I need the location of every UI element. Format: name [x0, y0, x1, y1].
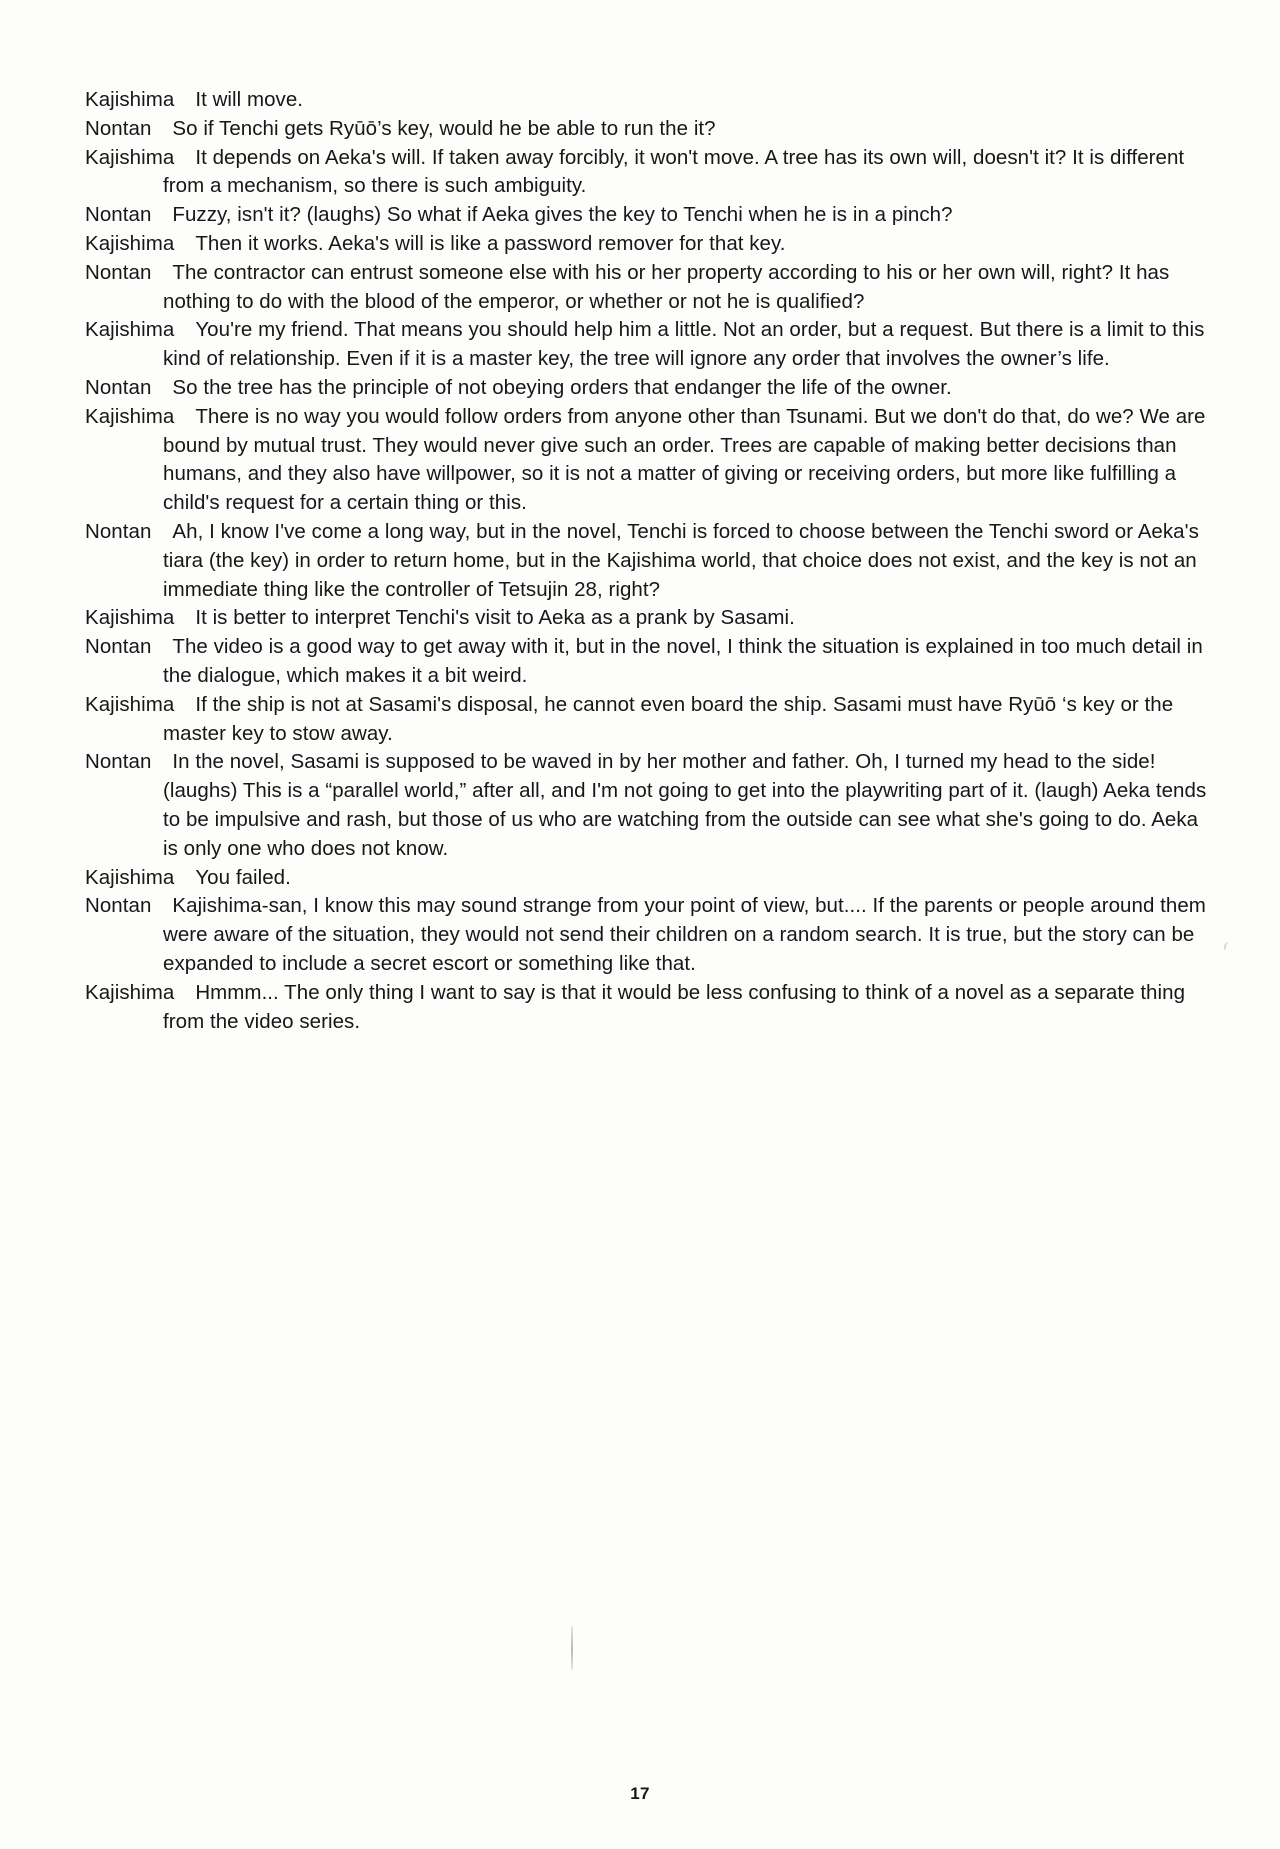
dialogue-entry: [85, 403, 1211, 518]
speaker-name: Kajishima: [85, 231, 175, 255]
dialogue-entry: [85, 892, 1211, 978]
dialogue-entry: [85, 374, 1211, 403]
dialogue-entry: [85, 201, 1211, 230]
dialogue-entry: [85, 230, 1211, 259]
speaker-name: Kajishima: [85, 404, 175, 428]
scan-artifact-speck: [1223, 941, 1232, 952]
speaker-name: Kajishima: [85, 692, 175, 716]
page-footer: [0, 1784, 1280, 1804]
utterance-text: It depends on Aeka's will. If taken away forcibly, it won't move. A tree has its own will, doesn't it? It is different from a mechanism, so there is such ambiguity.: [163, 145, 1185, 198]
utterance-text: The contractor can entrust someone else with his or her property according to his or her own will, right? It has nothing to do with the blood of the emperor, or whether or not he is qualified?: [163, 260, 1170, 313]
speaker-name: Nontan: [85, 116, 152, 140]
speaker-name: Nontan: [85, 750, 152, 774]
speaker-name: Kajishima: [85, 318, 175, 342]
utterance-text: Then it works. Aeka's will is like a password remover for that key.: [195, 231, 786, 255]
speaker-name: Kajishima: [85, 88, 175, 111]
dialogue-entry: [85, 979, 1211, 1037]
speaker-name: Kajishima: [85, 865, 175, 889]
utterance-text: You're my friend. That means you should help him a little. Not an order, but a request. But there is a limit to this kind of relationship. Even if it is a master key, the tree will ignore any order that involves the owner’s life.: [163, 318, 1205, 371]
scan-artifact-line: [571, 1626, 573, 1670]
utterance-text: It will move.: [195, 88, 304, 111]
speaker-name: Nontan: [85, 894, 152, 918]
dialogue-entry: [85, 604, 1211, 633]
dialogue-entry: [85, 864, 1211, 893]
utterance-text: The video is a good way to get away with it, but in the novel, I think the situation is explained in too much detail in the dialogue, which makes it a bit weird.: [163, 635, 1203, 687]
speaker-name: Kajishima: [85, 145, 175, 169]
dialogue-entry: [85, 115, 1211, 144]
utterance-text: Ah, I know I've come a long way, but in the novel, Tenchi is forced to choose between the Tenchi sword or Aeka's tiara (the key) in order to return home, but in the Kajishima world, that choice does not exist, and the key is not an immediate thing like the controller of Tetsujin 28, right?: [163, 519, 1199, 601]
utterance-text: Kajishima-san, I know this may sound strange from your point of view, but.... If the parents or people around them were aware of the situation, they would not send their children on a random search. It is true, but the story can be expanded to include a secret escort or something like that.: [163, 894, 1206, 975]
dialogue-entry: [85, 633, 1211, 691]
utterance-text: So if Tenchi gets Ryūō’s key, would he be able to run the it?: [172, 116, 716, 140]
speaker-name: Nontan: [85, 203, 152, 227]
utterance-text: There is no way you would follow orders from anyone other than Tsunami. But we don't do that, do we? We are bound by mutual trust. They would never give such an order. Trees are capable of making better decisions than humans, and they also have willpower, so it is not a matter of giving or receiving orders, but more like fulfilling a child's request for a certain thing or this.: [163, 404, 1206, 515]
speaker-name: Kajishima: [85, 980, 175, 1004]
utterance-text: So the tree has the principle of not obeying orders that endanger the life of the owner.: [172, 375, 952, 399]
utterance-text: Hmmm... The only thing I want to say is that it would be less confusing to think of a novel as a separate thing from the video series.: [163, 980, 1186, 1033]
dialogue-entry: [85, 748, 1211, 863]
dialogue-entry: [85, 86, 1211, 115]
page-number: 17: [630, 1784, 650, 1803]
utterance-text: In the novel, Sasami is supposed to be waved in by her mother and father. Oh, I turned my head to the side! (laughs) This is a “parallel world,” after all, and I'm not going to get into the playwriting part of it. (laugh) Aeka tends to be impulsive and rash, but those of us who are watching from the outside can see what she's going to do. Aeka is only one who does not know.: [163, 750, 1207, 860]
utterance-text: Fuzzy, isn't it? (laughs) So what if Aeka gives the key to Tenchi when he is in a pinch?: [172, 203, 953, 227]
speaker-name: Nontan: [85, 260, 152, 284]
interview-transcript: [85, 86, 1211, 1036]
speaker-name: Nontan: [85, 635, 152, 659]
dialogue-entry: [85, 144, 1211, 202]
speaker-name: Nontan: [85, 375, 152, 399]
speaker-name: Kajishima: [85, 606, 175, 630]
dialogue-entry: [85, 259, 1211, 317]
utterance-text: If the ship is not at Sasami's disposal, he cannot even board the ship. Sasami must have Ryūō ‘s key or the master key to stow away.: [163, 692, 1174, 745]
utterance-text: It is better to interpret Tenchi's visit to Aeka as a prank by Sasami.: [195, 606, 795, 630]
dialogue-entry: [85, 316, 1211, 374]
utterance-text: You failed.: [195, 865, 291, 889]
speaker-name: Nontan: [85, 519, 152, 543]
dialogue-entry: [85, 691, 1211, 749]
dialogue-entry: [85, 518, 1211, 604]
